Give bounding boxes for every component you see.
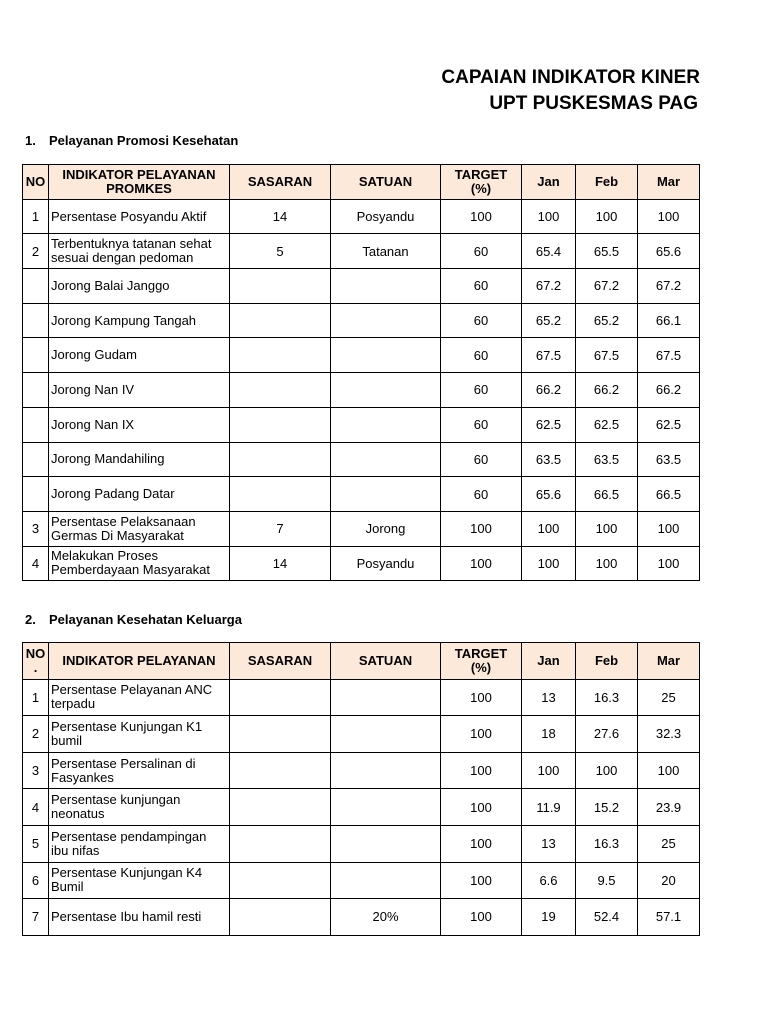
indicator-cell: Persentase Ibu hamil resti xyxy=(49,899,230,936)
header-cell: SATUAN xyxy=(331,643,441,680)
header-cell: Jan xyxy=(522,643,576,680)
satuan-cell xyxy=(331,303,441,338)
sasaran-cell xyxy=(230,752,331,789)
target-cell: 100 xyxy=(441,899,522,936)
jan-cell: 19 xyxy=(522,899,576,936)
table-row xyxy=(23,442,700,477)
indicator-cell: Persentase Persalinan di Fasyankes xyxy=(49,752,230,789)
table-row xyxy=(23,679,700,716)
mar-cell: 66.5 xyxy=(638,477,700,512)
table-row xyxy=(23,716,700,753)
mar-cell: 66.1 xyxy=(638,303,700,338)
row-number-cell xyxy=(23,269,49,304)
header-cell: Feb xyxy=(576,165,638,200)
row-number-cell: 2 xyxy=(23,234,49,269)
header-cell: NO xyxy=(23,165,49,200)
table-row xyxy=(23,899,700,936)
indicator-cell: Jorong Padang Datar xyxy=(49,477,230,512)
table-row xyxy=(23,789,700,826)
feb-cell: 65.2 xyxy=(576,303,638,338)
header-cell: TARGET (%) xyxy=(441,643,522,680)
row-number-cell xyxy=(23,442,49,477)
indicator-cell: Jorong Gudam xyxy=(49,338,230,373)
jan-cell: 13 xyxy=(522,679,576,716)
sasaran-cell xyxy=(230,477,331,512)
target-cell: 100 xyxy=(441,862,522,899)
table-row xyxy=(23,338,700,373)
sasaran-cell xyxy=(230,716,331,753)
table-row xyxy=(23,234,700,269)
sasaran-cell xyxy=(230,303,331,338)
section-number: 2. xyxy=(25,612,36,627)
table-row xyxy=(23,303,700,338)
target-cell: 60 xyxy=(441,338,522,373)
indicator-cell: Jorong Kampung Tangah xyxy=(49,303,230,338)
sasaran-cell xyxy=(230,899,331,936)
satuan-cell: Tatanan xyxy=(331,234,441,269)
feb-cell: 67.5 xyxy=(576,338,638,373)
report-title-line1: CAPAIAN INDIKATOR KINER xyxy=(441,67,700,88)
satuan-cell: Jorong xyxy=(331,511,441,546)
indicator-cell: Persentase Kunjungan K4 Bumil xyxy=(49,862,230,899)
feb-cell: 27.6 xyxy=(576,716,638,753)
feb-cell: 100 xyxy=(576,199,638,234)
row-number-cell: 1 xyxy=(23,199,49,234)
table-header-row xyxy=(23,165,700,200)
row-number-cell: 5 xyxy=(23,825,49,862)
feb-cell: 66.2 xyxy=(576,373,638,408)
header-cell: Mar xyxy=(638,643,700,680)
table-header-row xyxy=(23,643,700,680)
mar-cell: 100 xyxy=(638,511,700,546)
header-cell: SASARAN xyxy=(230,165,331,200)
satuan-cell xyxy=(331,338,441,373)
sasaran-cell xyxy=(230,442,331,477)
mar-cell: 25 xyxy=(638,679,700,716)
header-cell: NO . xyxy=(23,643,49,680)
satuan-cell xyxy=(331,442,441,477)
jan-cell: 100 xyxy=(522,511,576,546)
indicator-cell: Jorong Nan IV xyxy=(49,373,230,408)
header-cell: SATUAN xyxy=(331,165,441,200)
indicator-cell: Persentase pendampingan ibu nifas xyxy=(49,825,230,862)
sasaran-cell: 7 xyxy=(230,511,331,546)
jan-cell: 62.5 xyxy=(522,407,576,442)
table-row xyxy=(23,477,700,512)
table-row xyxy=(23,511,700,546)
jan-cell: 100 xyxy=(522,199,576,234)
row-number-cell xyxy=(23,373,49,408)
satuan-cell xyxy=(331,407,441,442)
mar-cell: 67.2 xyxy=(638,269,700,304)
sasaran-cell xyxy=(230,679,331,716)
sasaran-cell: 5 xyxy=(230,234,331,269)
target-cell: 60 xyxy=(441,269,522,304)
sasaran-cell xyxy=(230,407,331,442)
table-row xyxy=(23,407,700,442)
target-cell: 60 xyxy=(441,407,522,442)
table-row xyxy=(23,546,700,581)
mar-cell: 23.9 xyxy=(638,789,700,826)
table-row xyxy=(23,752,700,789)
row-number-cell: 2 xyxy=(23,716,49,753)
indicator-cell: Persentase Kunjungan K1 bumil xyxy=(49,716,230,753)
feb-cell: 9.5 xyxy=(576,862,638,899)
indicator-cell: Persentase Pelayanan ANC terpadu xyxy=(49,679,230,716)
jan-cell: 100 xyxy=(522,546,576,581)
feb-cell: 67.2 xyxy=(576,269,638,304)
feb-cell: 100 xyxy=(576,752,638,789)
target-cell: 60 xyxy=(441,234,522,269)
target-cell: 100 xyxy=(441,825,522,862)
mar-cell: 57.1 xyxy=(638,899,700,936)
jan-cell: 67.2 xyxy=(522,269,576,304)
row-number-cell: 4 xyxy=(23,789,49,826)
header-cell: SASARAN xyxy=(230,643,331,680)
feb-cell: 63.5 xyxy=(576,442,638,477)
mar-cell: 63.5 xyxy=(638,442,700,477)
row-number-cell xyxy=(23,477,49,512)
jan-cell: 6.6 xyxy=(522,862,576,899)
satuan-cell: Posyandu xyxy=(331,199,441,234)
target-cell: 100 xyxy=(441,679,522,716)
satuan-cell xyxy=(331,825,441,862)
satuan-cell: Posyandu xyxy=(331,546,441,581)
report-title-line2: UPT PUSKESMAS PAG xyxy=(489,93,698,114)
target-cell: 60 xyxy=(441,303,522,338)
table-row xyxy=(23,862,700,899)
feb-cell: 100 xyxy=(576,511,638,546)
satuan-cell xyxy=(331,716,441,753)
jan-cell: 11.9 xyxy=(522,789,576,826)
sasaran-cell xyxy=(230,373,331,408)
target-cell: 100 xyxy=(441,752,522,789)
target-cell: 60 xyxy=(441,373,522,408)
header-cell: TARGET (%) xyxy=(441,165,522,200)
satuan-cell xyxy=(331,752,441,789)
target-cell: 100 xyxy=(441,716,522,753)
satuan-cell xyxy=(331,269,441,304)
mar-cell: 66.2 xyxy=(638,373,700,408)
section-number: 1. xyxy=(25,133,36,148)
satuan-cell: 20% xyxy=(331,899,441,936)
indicator-cell: Terbentuknya tatanan sehat sesuai dengan pedoman xyxy=(49,234,230,269)
promkes-table xyxy=(22,164,700,581)
indicator-cell: Persentase Posyandu Aktif xyxy=(49,199,230,234)
target-cell: 100 xyxy=(441,511,522,546)
row-number-cell xyxy=(23,338,49,373)
header-cell: INDIKATOR PELAYANAN PROMKES xyxy=(49,165,230,200)
feb-cell: 52.4 xyxy=(576,899,638,936)
row-number-cell: 1 xyxy=(23,679,49,716)
indicator-cell: Jorong Balai Janggo xyxy=(49,269,230,304)
indicator-cell: Persentase Pelaksanaan Germas Di Masyarakat xyxy=(49,511,230,546)
header-cell: Mar xyxy=(638,165,700,200)
row-number-cell: 6 xyxy=(23,862,49,899)
header-cell: Feb xyxy=(576,643,638,680)
feb-cell: 15.2 xyxy=(576,789,638,826)
jan-cell: 66.2 xyxy=(522,373,576,408)
feb-cell: 62.5 xyxy=(576,407,638,442)
jan-cell: 18 xyxy=(522,716,576,753)
sasaran-cell xyxy=(230,789,331,826)
mar-cell: 32.3 xyxy=(638,716,700,753)
target-cell: 60 xyxy=(441,442,522,477)
section-title-text: Pelayanan Kesehatan Keluarga xyxy=(49,612,242,627)
mar-cell: 62.5 xyxy=(638,407,700,442)
mar-cell: 25 xyxy=(638,825,700,862)
feb-cell: 66.5 xyxy=(576,477,638,512)
indicator-cell: Persentase kunjungan neonatus xyxy=(49,789,230,826)
indicator-cell: Jorong Mandahiling xyxy=(49,442,230,477)
row-number-cell: 3 xyxy=(23,752,49,789)
target-cell: 100 xyxy=(441,199,522,234)
jan-cell: 65.2 xyxy=(522,303,576,338)
row-number-cell xyxy=(23,407,49,442)
satuan-cell xyxy=(331,679,441,716)
row-number-cell: 4 xyxy=(23,546,49,581)
header-cell: Jan xyxy=(522,165,576,200)
satuan-cell xyxy=(331,862,441,899)
mar-cell: 65.6 xyxy=(638,234,700,269)
jan-cell: 65.4 xyxy=(522,234,576,269)
header-cell: INDIKATOR PELAYANAN xyxy=(49,643,230,680)
mar-cell: 67.5 xyxy=(638,338,700,373)
row-number-cell xyxy=(23,303,49,338)
section-title-promkes xyxy=(25,133,238,148)
target-cell: 60 xyxy=(441,477,522,512)
sasaran-cell xyxy=(230,269,331,304)
satuan-cell xyxy=(331,789,441,826)
sasaran-cell xyxy=(230,338,331,373)
jan-cell: 65.6 xyxy=(522,477,576,512)
table-row xyxy=(23,373,700,408)
sasaran-cell xyxy=(230,825,331,862)
table-row xyxy=(23,825,700,862)
mar-cell: 100 xyxy=(638,546,700,581)
target-cell: 100 xyxy=(441,546,522,581)
satuan-cell xyxy=(331,477,441,512)
row-number-cell: 3 xyxy=(23,511,49,546)
indicator-cell: Melakukan Proses Pemberdayaan Masyarakat xyxy=(49,546,230,581)
target-cell: 100 xyxy=(441,789,522,826)
sasaran-cell xyxy=(230,862,331,899)
sasaran-cell: 14 xyxy=(230,546,331,581)
mar-cell: 20 xyxy=(638,862,700,899)
jan-cell: 100 xyxy=(522,752,576,789)
jan-cell: 67.5 xyxy=(522,338,576,373)
section-title-text: Pelayanan Promosi Kesehatan xyxy=(49,133,239,148)
feb-cell: 16.3 xyxy=(576,679,638,716)
feb-cell: 16.3 xyxy=(576,825,638,862)
indicator-cell: Jorong Nan IX xyxy=(49,407,230,442)
mar-cell: 100 xyxy=(638,199,700,234)
table-row xyxy=(23,269,700,304)
jan-cell: 63.5 xyxy=(522,442,576,477)
table-row xyxy=(23,199,700,234)
mar-cell: 100 xyxy=(638,752,700,789)
row-number-cell: 7 xyxy=(23,899,49,936)
sasaran-cell: 14 xyxy=(230,199,331,234)
satuan-cell xyxy=(331,373,441,408)
kesga-table xyxy=(22,642,700,936)
feb-cell: 65.5 xyxy=(576,234,638,269)
jan-cell: 13 xyxy=(522,825,576,862)
section-title-kesga xyxy=(25,612,242,627)
feb-cell: 100 xyxy=(576,546,638,581)
